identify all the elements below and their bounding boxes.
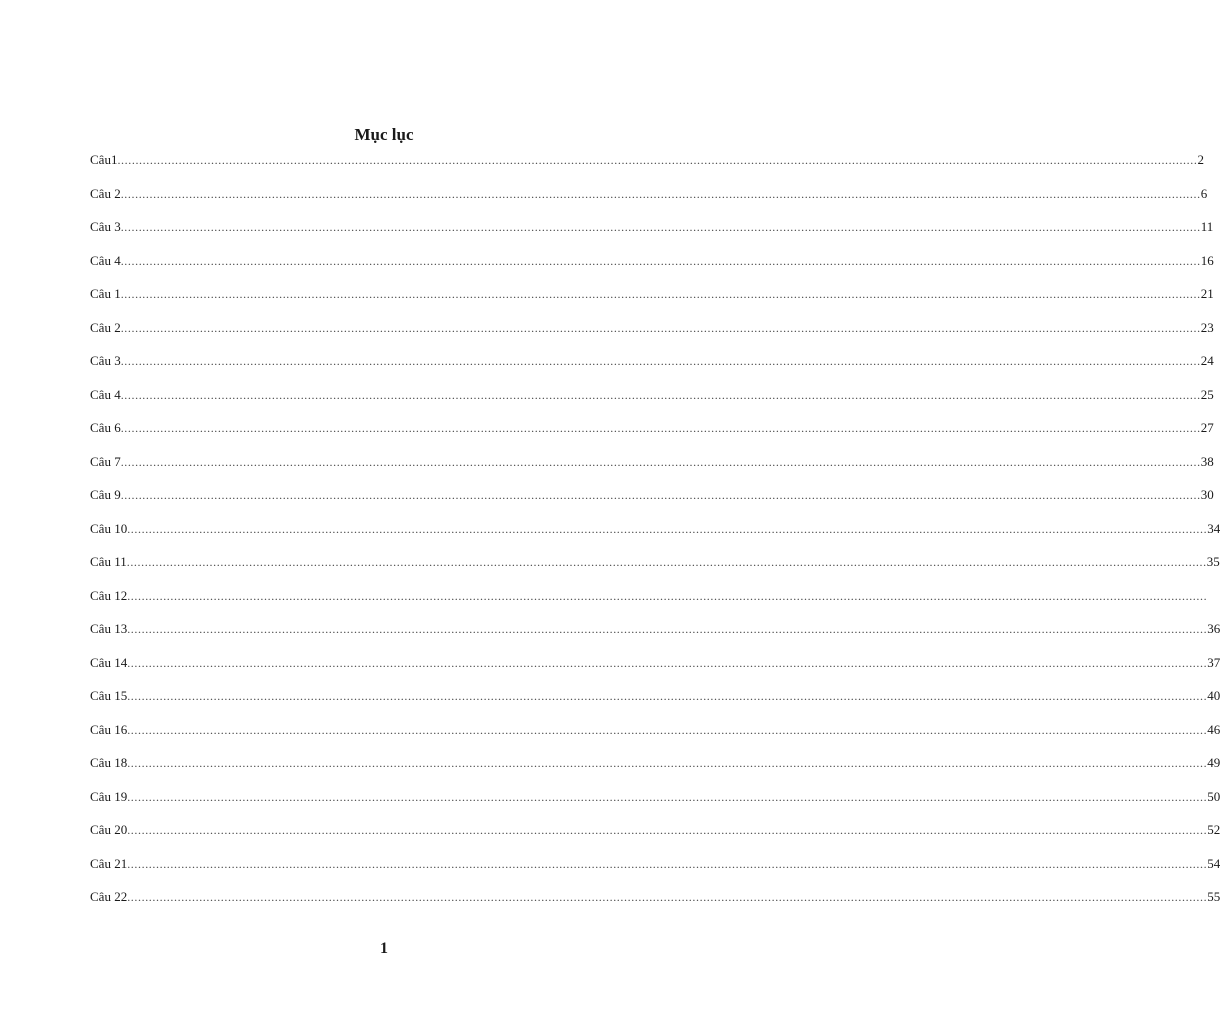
toc-entry-label: Câu1 [90,152,118,167]
toc-leader-dots: ............................................................................................................................................................................................................................................................................................................ [127,655,1208,670]
toc-leader-dots: ............................................................................................................................................................................................................................................................................................................ [127,622,1208,636]
toc-entry-page: 36 [1207,621,1220,636]
toc-entry[interactable] [90,515,1220,537]
toc-entry-label: Câu 6 [90,420,121,435]
toc-leader-dots: ............................................................................................................................................................................................................................................................................................................ [127,588,1208,603]
toc-entry[interactable] [90,448,1214,470]
toc-leader-dots: ............................................................................................................................................................................................................................................................................................................ [127,789,1208,804]
toc-leader-dots: ............................................................................................................................................................................................................................................................................................................ [120,387,1201,402]
toc-entry-label: Câu 12 [90,587,128,603]
toc-entry-page: 37 [1207,654,1220,670]
toc-entry-label: Câu 18 [90,755,128,770]
toc-leader-dots: ............................................................................................................................................................................................................................................................................................................ [120,488,1201,502]
toc-entry[interactable] [90,146,1204,168]
toc-leader-dots: ............................................................................................................................................................................................................................................................................................................ [120,421,1201,435]
toc-leader-dots: ............................................................................................................................................................................................................................................................................................................ [120,287,1201,301]
page-title: Mục lục [354,125,414,144]
toc-leader-dots: ............................................................................................................................................................................................................................................................................................................ [126,555,1207,569]
toc-entry-page: 46 [1207,721,1220,737]
toc-entry-page: 23 [1200,319,1214,335]
toc-entry[interactable] [90,180,1208,202]
toc-entry-page: 6 [1200,185,1208,201]
toc-entry[interactable] [90,381,1214,403]
toc-entry-page: 52 [1207,822,1220,837]
toc-entry-page: 38 [1200,453,1214,469]
toc-entry-label: Câu 4 [90,386,121,402]
toc-entry-label: Câu 9 [90,487,121,502]
toc-entry-page: 55 [1207,889,1220,904]
toc-entry[interactable] [90,883,1220,905]
toc-entry-label: Câu 14 [90,654,128,670]
toc-entry-page: 30 [1200,487,1214,502]
toc-leader-dots: ............................................................................................................................................................................................................................................................................................................ [120,354,1201,368]
toc-entry-label: Câu 22 [90,889,128,904]
toc-entry-label: Câu 19 [90,788,128,804]
toc-entry[interactable] [90,213,1214,235]
toc-leader-dots: ............................................................................................................................................................................................................................................................................................................ [127,521,1208,536]
toc-leader-dots: ............................................................................................................................................................................................................................................................................................................ [127,756,1208,770]
toc-entry-label: Câu 13 [90,621,128,636]
toc-entry[interactable] [90,247,1214,269]
toc-entry-label: Câu 21 [90,855,128,871]
toc-entry-label: Câu 16 [90,721,128,737]
toc-leader-dots: ............................................................................................................................................................................................................................................................................................................ [127,689,1208,703]
toc-entry[interactable] [90,615,1220,637]
toc-entry-label: Câu 15 [90,688,128,703]
toc-entry-label: Câu 3 [90,353,121,368]
toc-entry-label: Câu 7 [90,453,121,469]
toc-entry-label: Câu 1 [90,286,121,301]
toc-entry[interactable] [90,548,1220,570]
toc-entry-page: 49 [1207,755,1220,770]
toc-leader-dots: ............................................................................................................................................................................................................................................................................................................ [127,890,1208,904]
toc-entry-page: 35 [1206,554,1220,569]
toc-entry[interactable] [90,850,1220,872]
toc-entry-page: 40 [1207,688,1220,703]
toc-leader-dots: ............................................................................................................................................................................................................................................................................................................ [120,220,1201,234]
toc-leader-dots: ............................................................................................................................................................................................................................................................................................................ [120,186,1201,201]
toc-leader-dots: ............................................................................................................................................................................................................................................................................................................ [127,722,1208,737]
toc-entry-page: 25 [1200,386,1214,402]
toc-entry-page: 21 [1200,286,1214,301]
toc-entry-label: Câu 4 [90,252,121,268]
toc-entry[interactable] [90,280,1214,302]
toc-entry-label: Câu 2 [90,185,121,201]
toc-entry[interactable] [90,347,1214,369]
toc-entry[interactable] [90,414,1214,436]
page-number: 1 [380,940,388,957]
toc-entry-page: 34 [1207,520,1220,536]
toc-leader-dots: ............................................................................................................................................................................................................................................................................................................ [117,153,1198,167]
toc-entry[interactable] [90,816,1220,838]
toc-leader-dots: ............................................................................................................................................................................................................................................................................................................ [120,454,1201,469]
toc-entry-label: Câu 11 [90,554,127,569]
toc-leader-dots: ............................................................................................................................................................................................................................................................................................................ [127,823,1208,837]
toc-entry[interactable] [90,649,1220,671]
toc-entry-label: Câu 3 [90,219,121,234]
toc-leader-dots: ............................................................................................................................................................................................................................................................................................................ [127,856,1208,871]
toc-entry-page: 50 [1207,788,1220,804]
toc-leader-dots: ............................................................................................................................................................................................................................................................................................................ [120,320,1201,335]
toc-entry[interactable] [90,481,1214,503]
toc-entry-page: 2 [1197,152,1204,167]
toc-entry[interactable] [90,682,1220,704]
toc-entry-label: Câu 20 [90,822,128,837]
toc-leader-dots: ............................................................................................................................................................................................................................................................................................................ [120,253,1201,268]
toc-entry-page: 54 [1207,855,1220,871]
toc-entry-page: 27 [1200,420,1214,435]
toc-entry-page: 16 [1200,252,1214,268]
toc-entry-label: Câu 10 [90,520,128,536]
toc-entry[interactable] [90,716,1220,738]
toc-entry-label: Câu 2 [90,319,121,335]
toc-entry-page: 24 [1200,353,1214,368]
toc-entry[interactable] [90,314,1214,336]
toc-entry[interactable] [90,783,1220,805]
toc-entry[interactable] [90,749,1220,771]
toc-entry-page: 11 [1200,219,1214,234]
toc-entry[interactable] [90,582,1208,604]
